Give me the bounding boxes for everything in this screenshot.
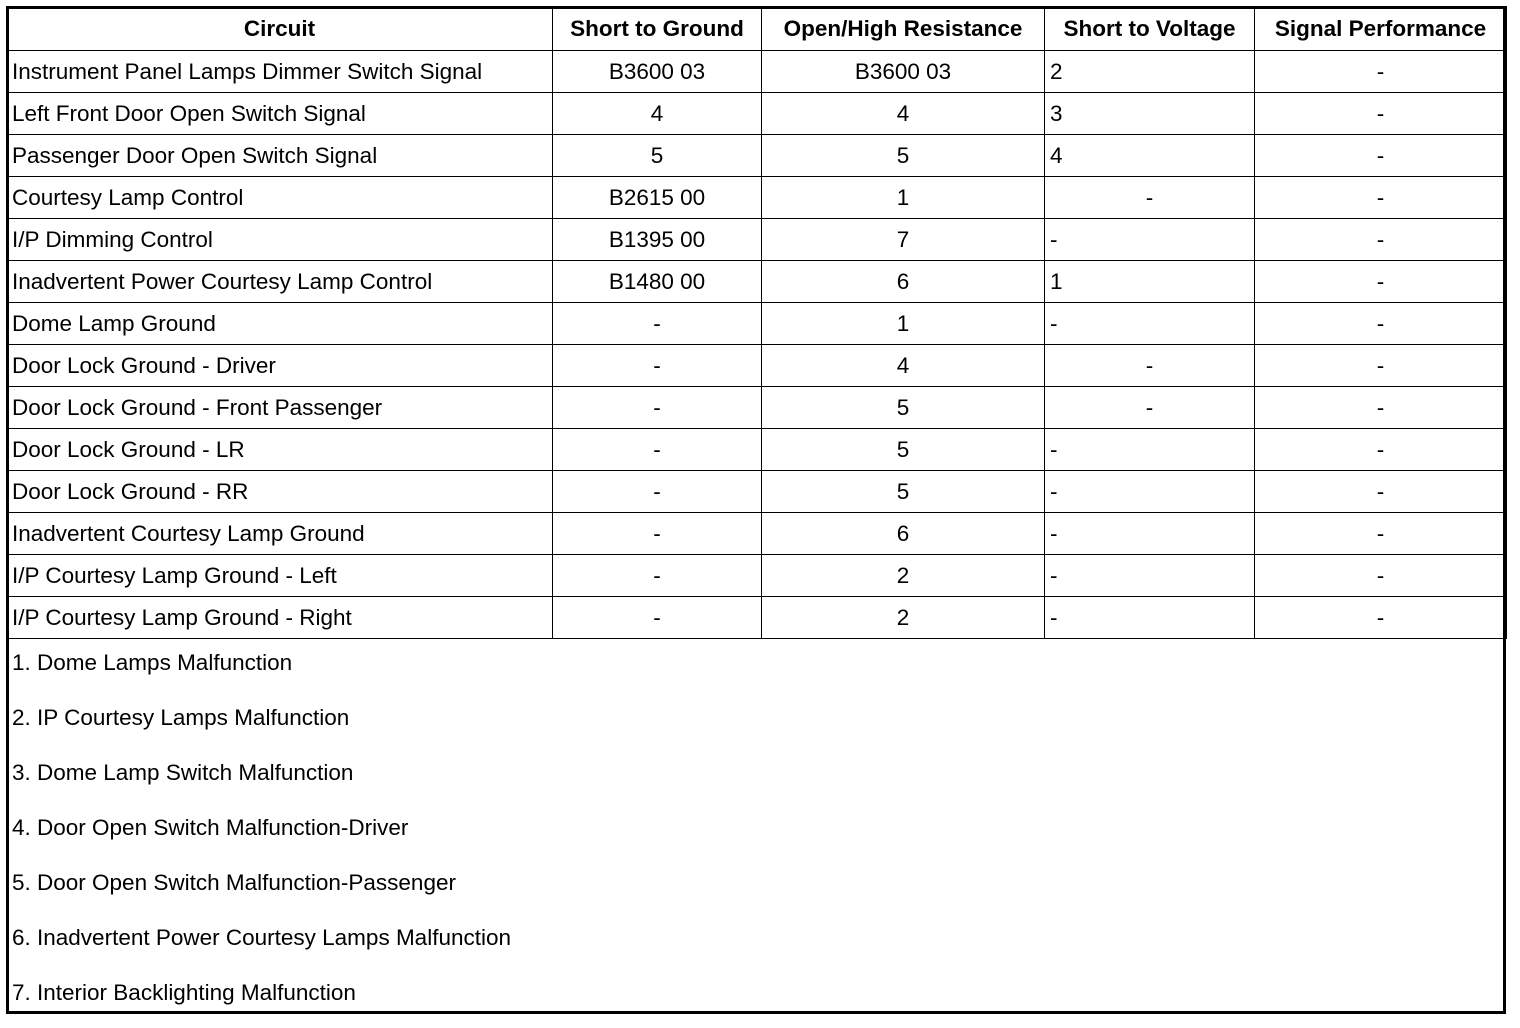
footnote-item: 4. Door Open Switch Malfunction-Driver (12, 815, 409, 840)
open-high-resistance-cell: 5 (762, 429, 1045, 471)
table-row (7, 387, 1507, 429)
header-signal-performance: Signal Performance (1255, 7, 1507, 51)
table-row (7, 597, 1507, 639)
open-high-resistance-cell: 4 (762, 93, 1045, 135)
circuit-diagnostic-table (6, 6, 1507, 639)
short-to-voltage-cell: - (1045, 303, 1255, 345)
short-to-ground-cell: B1395 00 (553, 219, 762, 261)
header-short-to-voltage: Short to Voltage (1045, 7, 1255, 51)
short-to-voltage-cell: 1 (1045, 261, 1255, 303)
open-high-resistance-cell: 7 (762, 219, 1045, 261)
table-row (7, 261, 1507, 303)
signal-performance-cell: - (1255, 597, 1507, 639)
footnote-item: 7. Interior Backlighting Malfunction (12, 980, 356, 1005)
short-to-voltage-cell: 3 (1045, 93, 1255, 135)
signal-performance-cell: - (1255, 219, 1507, 261)
circuit-cell: I/P Courtesy Lamp Ground - Right (7, 597, 553, 639)
short-to-voltage-cell: 4 (1045, 135, 1255, 177)
signal-performance-cell: - (1255, 387, 1507, 429)
circuit-cell: Inadvertent Courtesy Lamp Ground (7, 513, 553, 555)
short-to-ground-cell: - (553, 387, 762, 429)
circuit-cell: Dome Lamp Ground (7, 303, 553, 345)
signal-performance-cell: - (1255, 51, 1507, 93)
short-to-ground-cell: - (553, 555, 762, 597)
short-to-voltage-cell: - (1045, 471, 1255, 513)
short-to-ground-cell: 4 (553, 93, 762, 135)
circuit-cell: Left Front Door Open Switch Signal (7, 93, 553, 135)
table-row (7, 93, 1507, 135)
short-to-voltage-cell: - (1045, 219, 1255, 261)
circuit-cell: Passenger Door Open Switch Signal (7, 135, 553, 177)
open-high-resistance-cell: 1 (762, 177, 1045, 219)
circuit-cell: Instrument Panel Lamps Dimmer Switch Signal (7, 51, 553, 93)
short-to-ground-cell: - (553, 345, 762, 387)
circuit-cell: I/P Courtesy Lamp Ground - Left (7, 555, 553, 597)
signal-performance-cell: - (1255, 93, 1507, 135)
footnotes (12, 643, 1492, 1028)
open-high-resistance-cell: B3600 03 (762, 51, 1045, 93)
signal-performance-cell: - (1255, 177, 1507, 219)
signal-performance-cell: - (1255, 471, 1507, 513)
circuit-cell: I/P Dimming Control (7, 219, 553, 261)
open-high-resistance-cell: 5 (762, 135, 1045, 177)
table-row (7, 51, 1507, 93)
circuit-cell: Door Lock Ground - Front Passenger (7, 387, 553, 429)
open-high-resistance-cell: 5 (762, 387, 1045, 429)
short-to-voltage-cell: - (1045, 429, 1255, 471)
short-to-ground-cell: - (553, 303, 762, 345)
circuit-cell: Door Lock Ground - LR (7, 429, 553, 471)
short-to-ground-cell: 5 (553, 135, 762, 177)
table-row (7, 555, 1507, 597)
footnote-item: 1. Dome Lamps Malfunction (12, 650, 293, 675)
short-to-voltage-cell: - (1045, 555, 1255, 597)
open-high-resistance-cell: 5 (762, 471, 1045, 513)
table-row (7, 429, 1507, 471)
signal-performance-cell: - (1255, 345, 1507, 387)
short-to-voltage-cell: 2 (1045, 51, 1255, 93)
footnote-item: 5. Door Open Switch Malfunction-Passenger (12, 870, 456, 895)
open-high-resistance-cell: 2 (762, 555, 1045, 597)
open-high-resistance-cell: 1 (762, 303, 1045, 345)
short-to-ground-cell: - (553, 513, 762, 555)
table-row (7, 471, 1507, 513)
short-to-voltage-cell: - (1045, 597, 1255, 639)
table-row (7, 345, 1507, 387)
header-open-high-resistance: Open/High Resistance (762, 7, 1045, 51)
short-to-ground-cell: B2615 00 (553, 177, 762, 219)
short-to-ground-cell: B1480 00 (553, 261, 762, 303)
signal-performance-cell: - (1255, 303, 1507, 345)
circuit-cell: Courtesy Lamp Control (7, 177, 553, 219)
header-row (7, 7, 1507, 51)
short-to-ground-cell: - (553, 429, 762, 471)
footnote-item: 3. Dome Lamp Switch Malfunction (12, 760, 354, 785)
circuit-cell: Door Lock Ground - Driver (7, 345, 553, 387)
short-to-ground-cell: - (553, 471, 762, 513)
signal-performance-cell: - (1255, 261, 1507, 303)
header-short-to-ground: Short to Ground (553, 7, 762, 51)
open-high-resistance-cell: 6 (762, 261, 1045, 303)
open-high-resistance-cell: 2 (762, 597, 1045, 639)
short-to-voltage-cell: - (1045, 345, 1255, 387)
short-to-ground-cell: - (553, 597, 762, 639)
open-high-resistance-cell: 6 (762, 513, 1045, 555)
table-body (7, 51, 1507, 639)
signal-performance-cell: - (1255, 513, 1507, 555)
circuit-cell: Door Lock Ground - RR (7, 471, 553, 513)
table-row (7, 513, 1507, 555)
signal-performance-cell: - (1255, 429, 1507, 471)
footnote-item: 6. Inadvertent Power Courtesy Lamps Malfunction (12, 925, 511, 950)
short-to-voltage-cell: - (1045, 177, 1255, 219)
short-to-ground-cell: B3600 03 (553, 51, 762, 93)
short-to-voltage-cell: - (1045, 513, 1255, 555)
signal-performance-cell: - (1255, 135, 1507, 177)
header-circuit: Circuit (7, 7, 553, 51)
table-row (7, 135, 1507, 177)
open-high-resistance-cell: 4 (762, 345, 1045, 387)
footnote-item: 2. IP Courtesy Lamps Malfunction (12, 705, 350, 730)
table-row (7, 303, 1507, 345)
signal-performance-cell: - (1255, 555, 1507, 597)
table-row (7, 219, 1507, 261)
short-to-voltage-cell: - (1045, 387, 1255, 429)
circuit-cell: Inadvertent Power Courtesy Lamp Control (7, 261, 553, 303)
table-row (7, 177, 1507, 219)
